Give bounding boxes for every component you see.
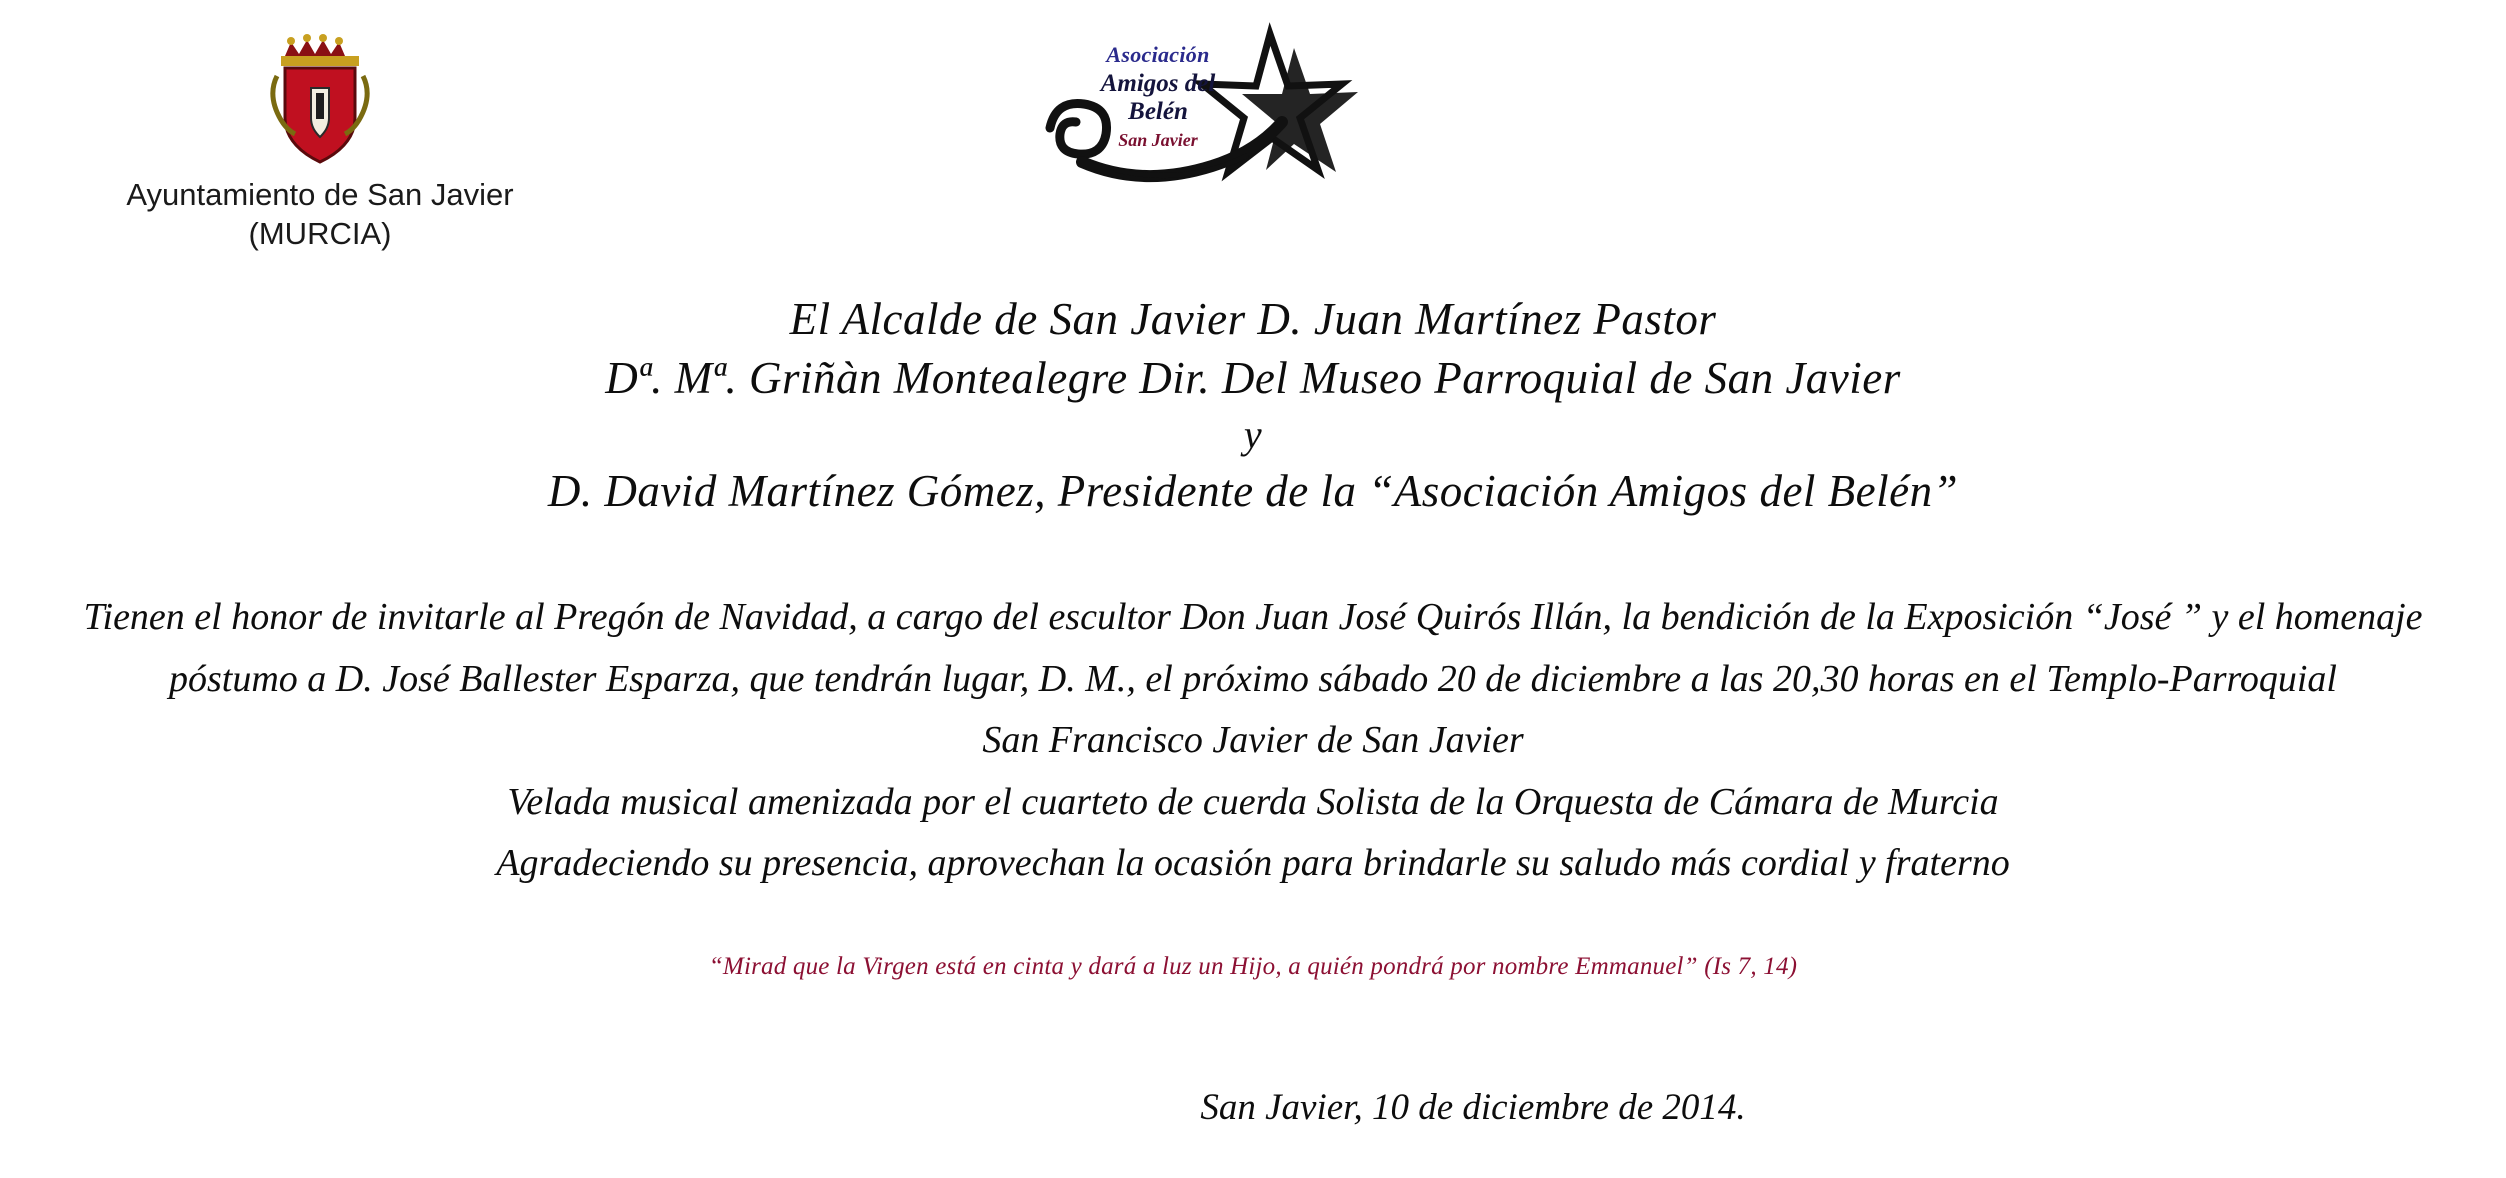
invitation-body: [0, 290, 2506, 981]
association-line-1: Asociación: [1106, 42, 1210, 67]
document-header: [0, 0, 2506, 260]
association-logo: [1020, 20, 1440, 210]
municipality-province: (MURCIA): [248, 215, 392, 251]
invitation-text-line-3: San Francisco Javier de San Javier: [982, 719, 1524, 762]
invitation-text-line-4: Velada musical amenizada por el cuarteto de cuerda Solista de la Orquesta de Cámara de Murcia: [507, 780, 1999, 823]
municipality-caption: [60, 176, 580, 254]
hosts-block: [0, 290, 2506, 521]
scripture-quote: “Mirad que la Virgen está en cinta y dará a luz un Hijo, a quién pondrá por nombre Emmanuel” (Is 7, 14): [708, 952, 1798, 980]
invitation-text-line-1: Tienen el honor de invitarle al Pregón de Navidad, a cargo del escultor Don Juan José Quirós Illán, la bendición de la Exposición “José ” y el homenaje: [83, 595, 2423, 638]
municipality-name: Ayuntamiento de San Javier: [126, 177, 514, 212]
signature-line: San Javier, 10 de diciembre de 2014.: [1200, 1087, 1746, 1128]
invitation-text: [0, 587, 2506, 895]
coat-of-arms-icon: [255, 30, 385, 170]
invitation-text-line-2: póstumo a D. José Ballester Esparza, que tendrán lugar, D. M., el próximo sábado 20 de diciembre a las 20,30 horas en el Templo-Parroquial: [169, 657, 2337, 700]
conjunction: y: [1243, 411, 1263, 457]
association-line-2: Amigos del Belén: [1100, 70, 1216, 125]
host-line-1: El Alcalde de San Javier D. Juan Martínez Pastor: [789, 294, 1717, 344]
association-line-3: San Javier: [1118, 130, 1198, 150]
municipality-block: [60, 30, 580, 254]
association-logo-text: [1068, 42, 1248, 151]
invitation-text-line-5: Agradeciendo su presencia, aprovechan la ocasión para brindarle su saludo más cordial y fraterno: [496, 842, 2010, 885]
host-line-2: Dª. Mª. Griñàn Montealegre Dir. Del Museo Parroquial de San Javier: [605, 353, 1901, 404]
host-line-3: D. David Martínez Gómez, Presidente de la “Asociación Amigos del Belén”: [547, 465, 1959, 516]
